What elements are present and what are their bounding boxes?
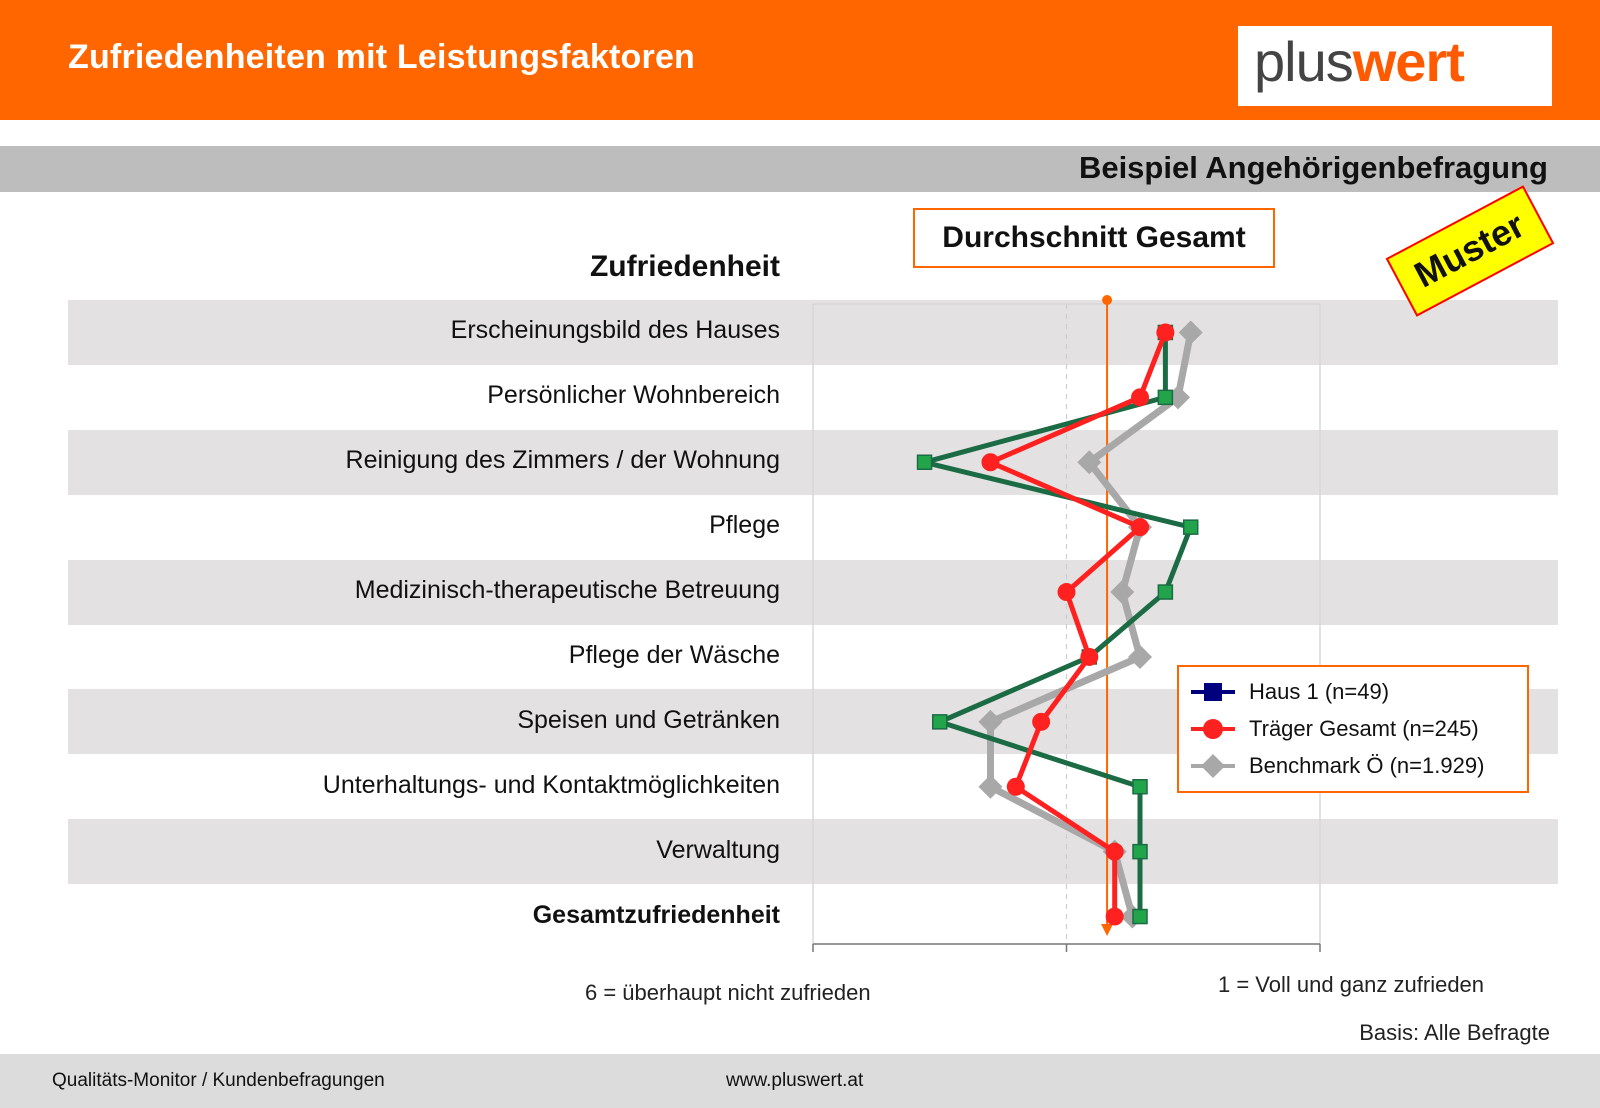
data-point-traeger xyxy=(1007,778,1025,796)
subheader-bar xyxy=(0,146,1600,192)
legend-item-haus1 xyxy=(1189,677,1519,707)
legend-item-benchmark xyxy=(1189,751,1519,781)
data-point-benchmark xyxy=(978,775,1002,799)
muster-stamp: Muster xyxy=(1386,185,1555,317)
chart-legend xyxy=(1177,665,1529,793)
category-label: Pflege der Wäsche xyxy=(568,640,780,669)
logo-part-wert: wert xyxy=(1352,30,1464,93)
legend-marker-traeger xyxy=(1189,714,1237,744)
basis-note: Basis: Alle Befragte xyxy=(1359,1020,1550,1045)
data-point-haus1 xyxy=(1133,780,1147,794)
logo xyxy=(1238,26,1552,106)
header-bar xyxy=(0,0,1600,120)
category-label: Unterhaltungs- und Kontaktmöglichkeiten xyxy=(322,770,780,799)
legend-label-haus1: Haus 1 (n=49) xyxy=(1249,679,1390,704)
legend-label-benchmark: Benchmark Ö (n=1.929) xyxy=(1249,753,1485,778)
category-label: Gesamtzufriedenheit xyxy=(532,900,780,929)
page-title: Zufriedenheiten mit Leistungsfaktoren xyxy=(68,38,696,76)
data-point-benchmark xyxy=(1120,905,1144,929)
legend-label-traeger: Träger Gesamt (n=245) xyxy=(1249,716,1479,741)
legend-marker-haus1 xyxy=(1189,677,1237,707)
survey-title: Beispiel Angehörigenbefragung xyxy=(1078,150,1548,185)
data-point-traeger xyxy=(1106,908,1124,926)
data-point-benchmark xyxy=(1166,385,1190,409)
category-label: Speisen und Getränken xyxy=(517,705,780,734)
axis-label-right: 1 = Voll und ganz zufrieden xyxy=(1218,972,1485,997)
footer-left-text: Qualitäts-Monitor / Kundenbefragungen xyxy=(52,1070,385,1091)
legend-marker-benchmark xyxy=(1189,751,1237,781)
footer-bar xyxy=(0,1054,1600,1108)
data-point-haus1 xyxy=(1184,520,1198,534)
column-header: Zufriedenheit xyxy=(589,250,780,283)
data-point-traeger xyxy=(1080,648,1098,666)
data-point-traeger xyxy=(1131,388,1149,406)
data-point-benchmark xyxy=(1128,515,1152,539)
data-point-haus1 xyxy=(1133,910,1147,924)
logo-wordmark xyxy=(1254,32,1464,92)
category-label: Erscheinungsbild des Hauses xyxy=(450,316,780,345)
footer-url: www.pluswert.at xyxy=(726,1070,864,1091)
category-label: Reinigung des Zimmers / der Wohnung xyxy=(345,446,780,475)
category-label: Medizinisch-therapeutische Betreuung xyxy=(354,576,780,605)
legend-item-traeger xyxy=(1189,714,1519,744)
average-line-arrow xyxy=(1101,924,1113,936)
average-label-box: Durchschnitt Gesamt xyxy=(913,208,1275,268)
category-label: Pflege xyxy=(709,511,780,540)
axis-label-left: 6 = überhaupt nicht zufrieden xyxy=(585,980,871,1005)
data-point-haus1 xyxy=(1158,390,1172,404)
data-point-benchmark xyxy=(1128,645,1152,669)
data-point-haus1 xyxy=(1082,650,1096,664)
category-label: Verwaltung xyxy=(656,835,780,864)
logo-part-plus: plus xyxy=(1254,30,1353,93)
data-point-traeger xyxy=(1131,518,1149,536)
category-label: Persönlicher Wohnbereich xyxy=(487,381,780,410)
